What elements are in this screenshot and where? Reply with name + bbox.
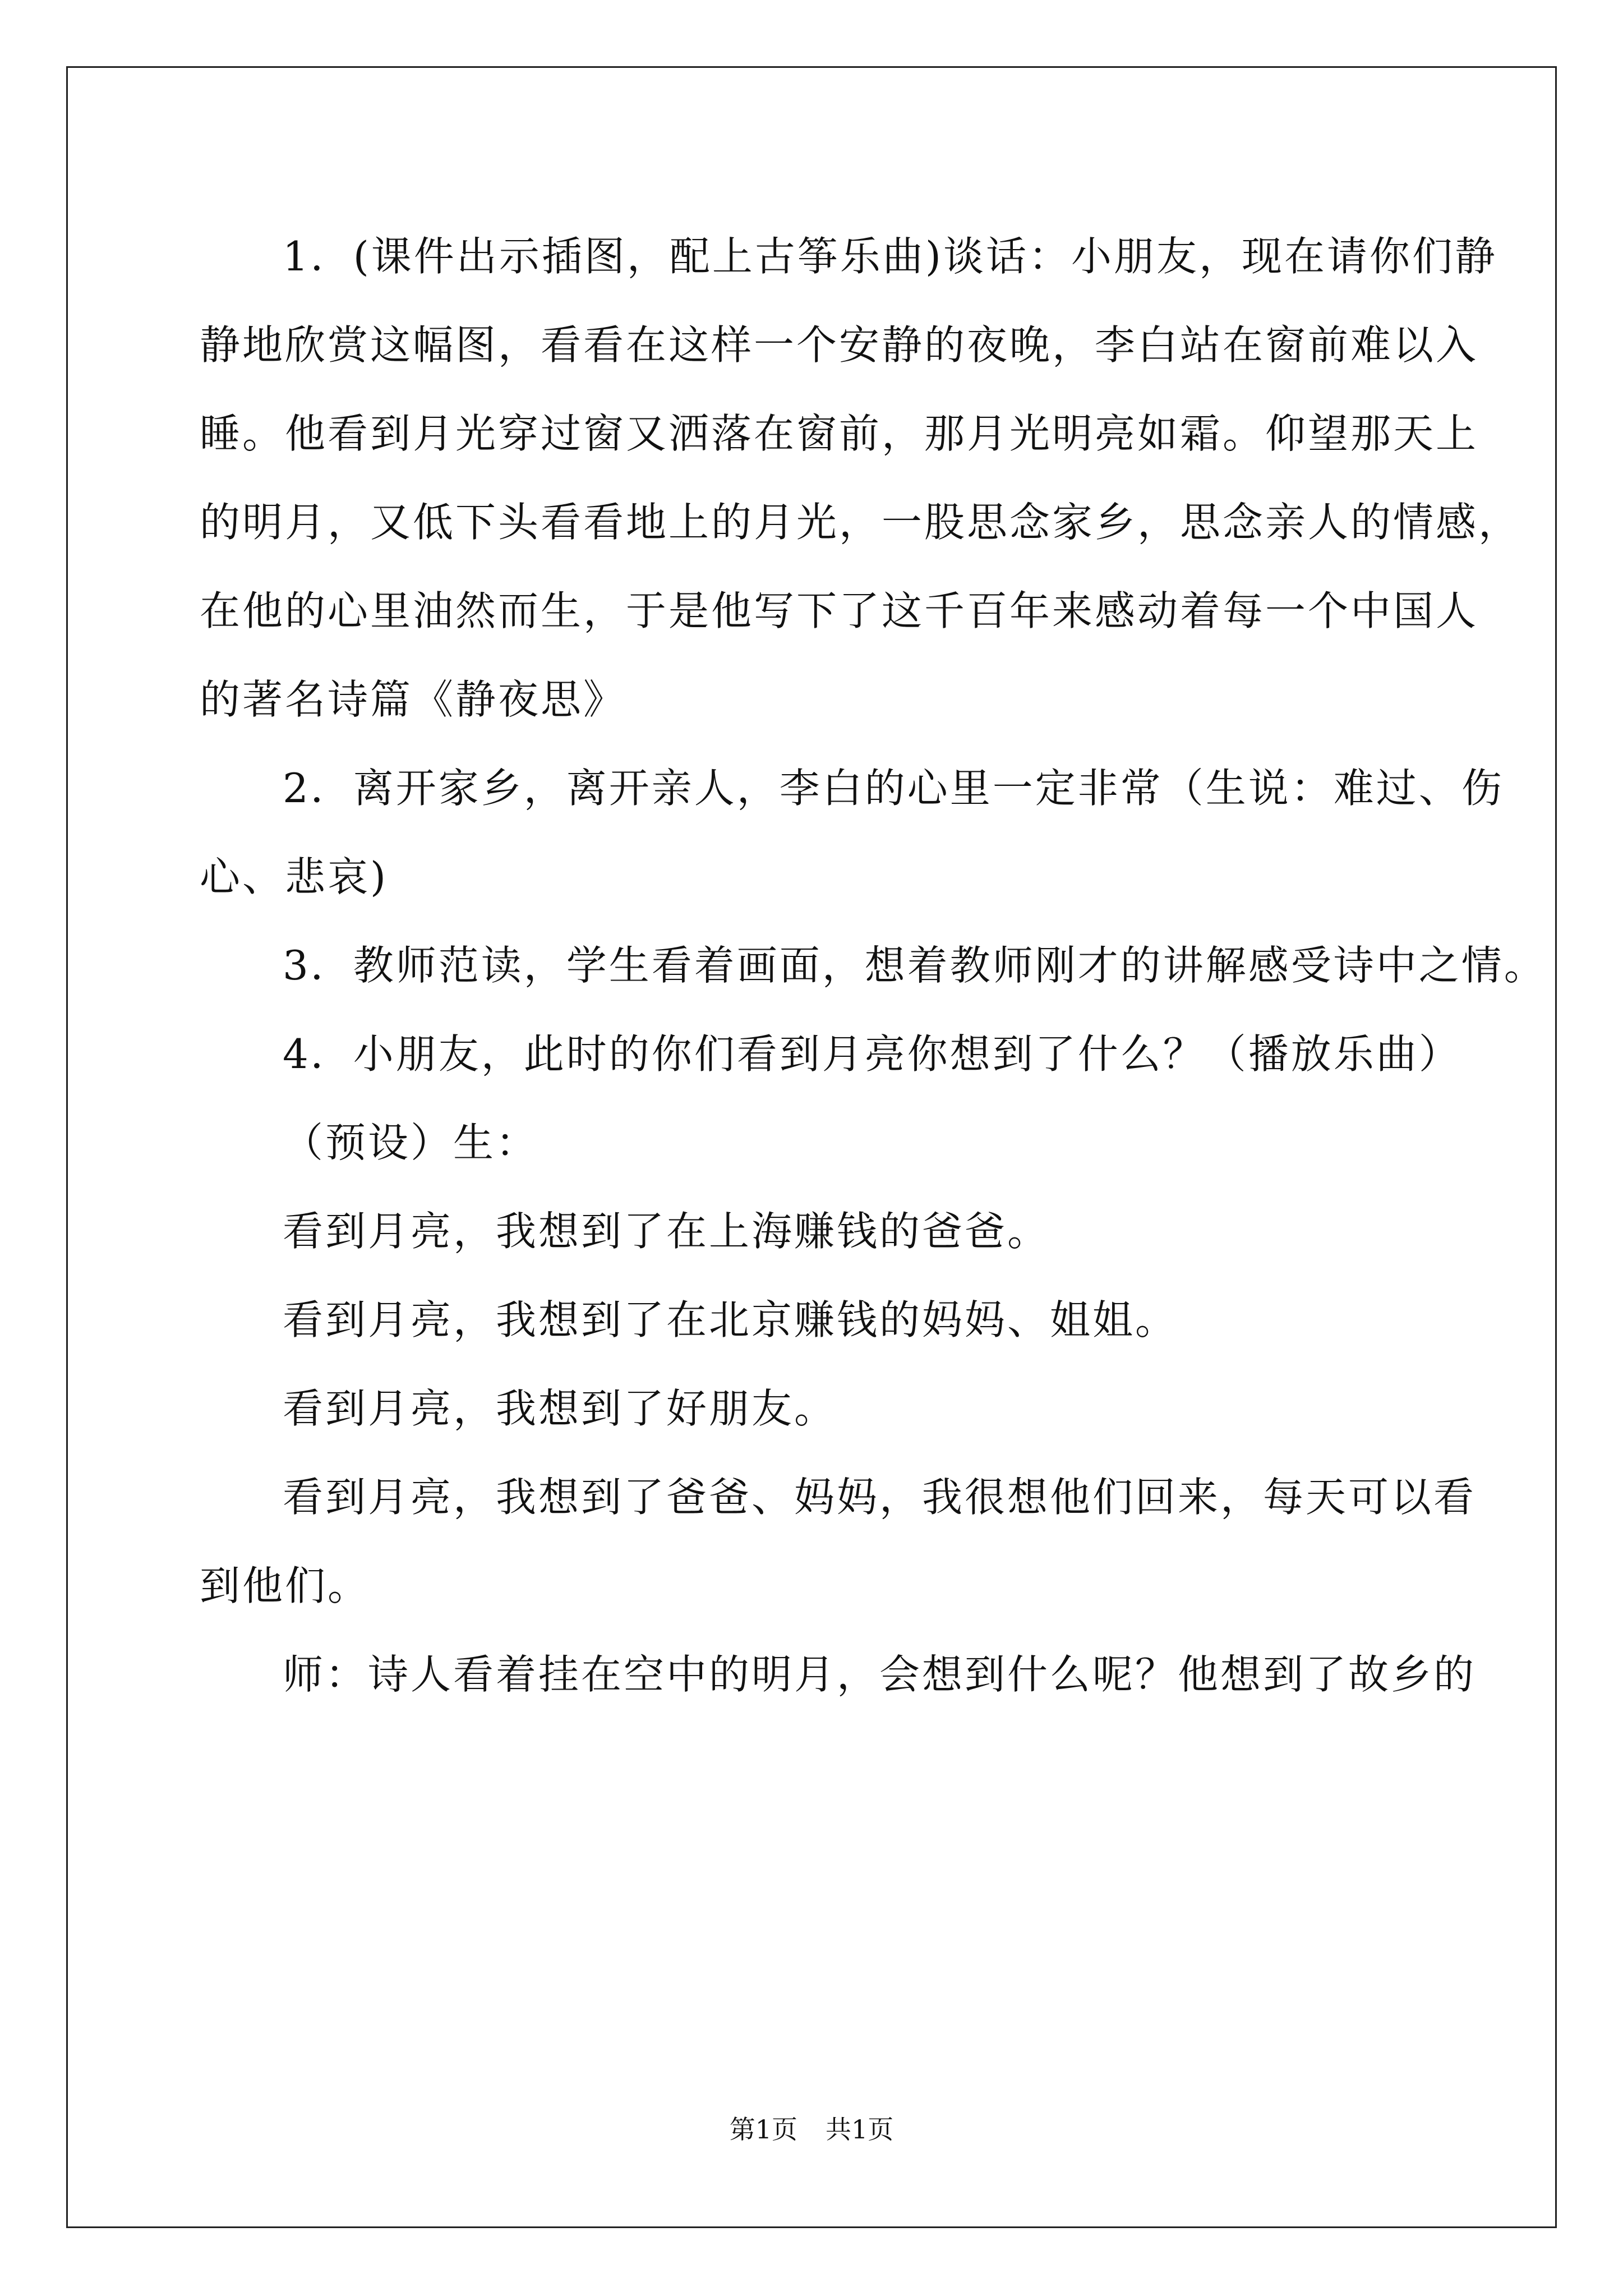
text-line: 看到月亮，我想到了在北京赚钱的妈妈、姐姐。 (283, 1296, 1178, 1343)
paragraph-1 (200, 212, 1521, 744)
text-line: 看到月亮，我想到了在上海赚钱的爸爸。 (283, 1208, 1050, 1255)
text-line: 师：诗人看着挂在空中的明月，会想到什么呢？他想到了故乡的 (283, 1651, 1477, 1698)
text-line: 静地欣赏这幅图，看看在这样一个安静的夜晚，李白站在窗前难以入 (200, 321, 1479, 369)
page-footer (0, 2113, 1623, 2146)
paragraph-3 (200, 921, 1547, 1010)
text-line: 到他们。 (200, 1562, 371, 1609)
text-line: 心、悲哀) (200, 853, 389, 900)
paragraph-6 (200, 1187, 1467, 1276)
page-number: 第1页 (729, 2114, 797, 2145)
text-line: 4．小朋友，此时的你们看到月亮你想到了什么？（播放乐曲） (283, 1030, 1461, 1078)
paragraph-8 (200, 1364, 1467, 1453)
text-line: 看到月亮，我想到了爸爸、妈妈，我很想他们回来，每天可以看 (283, 1474, 1477, 1521)
document-body (200, 212, 1547, 1719)
paragraph-5 (200, 1098, 1467, 1187)
paragraph-7 (200, 1276, 1467, 1364)
paragraph-9 (200, 1453, 1477, 1630)
paragraph-4 (200, 1010, 1467, 1098)
paragraph-2 (200, 744, 1504, 921)
page-total: 共1页 (826, 2114, 894, 2145)
text-line: 看到月亮，我想到了好朋友。 (283, 1385, 837, 1432)
text-line: 的著名诗篇《静夜思》 (200, 676, 626, 723)
text-line: 1．(课件出示插图，配上古筝乐曲)谈话：小朋友，现在请你们静 (283, 233, 1497, 280)
text-line: 睡。他看到月光穿过窗又洒落在窗前，那月光明亮如霜。仰望那天上 (200, 410, 1479, 457)
paragraph-10 (200, 1630, 1477, 1719)
text-line: 3．教师范读，学生看着画面，想着教师刚才的讲解感受诗中之情。 (283, 942, 1547, 989)
text-line: 的明月，又低下头看看地上的月光，一股思念家乡，思念亲人的情感， (200, 499, 1521, 546)
text-line: 2．离开家乡，离开亲人，李白的心里一定非常（生说：难过、伤 (283, 765, 1504, 812)
text-line: 在他的心里油然而生，于是他写下了这千百年来感动着每一个中国人 (200, 587, 1479, 634)
text-line: （预设）生： (283, 1119, 539, 1166)
